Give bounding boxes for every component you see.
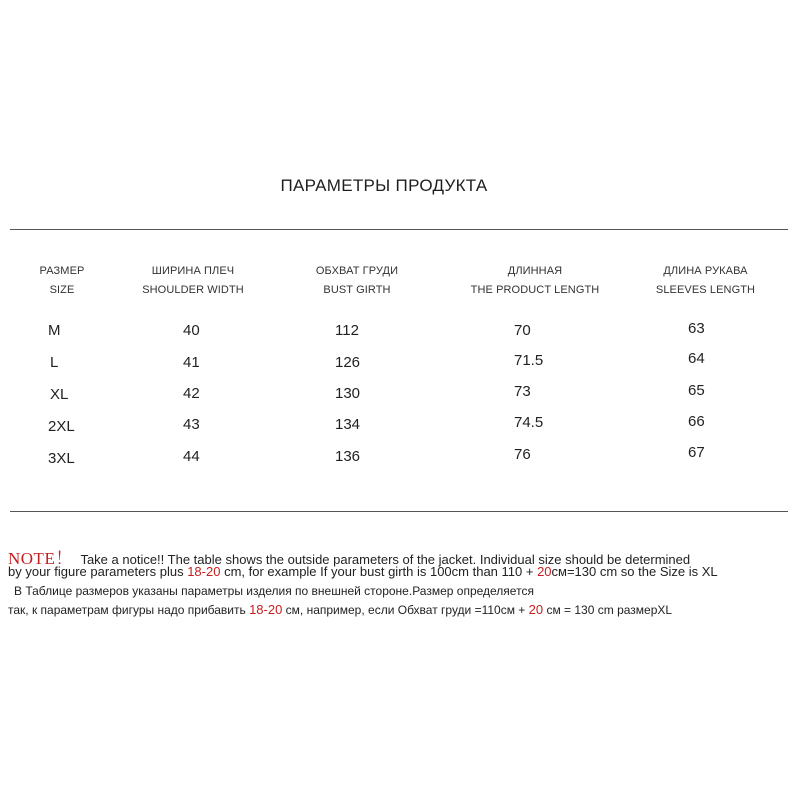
note-text: cm, for example If your bust girth is 100cm than 110 + <box>220 564 538 579</box>
cell-product-length: 73 <box>514 383 531 400</box>
cell-bust-girth: 130 <box>335 385 361 402</box>
cell-product-length: 70 <box>514 322 531 339</box>
header-sleeves-length-ru: ДЛИНА РУКАВА <box>663 265 748 277</box>
header-bust-girth-en: BUST GIRTH <box>323 284 391 296</box>
cell-shoulder-width: 43 <box>183 416 200 433</box>
note-text: так, к параметрам фигуры надо прибавить <box>8 603 250 617</box>
header-product-length-en: THE PRODUCT LENGTH <box>470 284 600 296</box>
note-line-4 <box>8 602 672 617</box>
header-shoulder-width-ru: ШИРИНА ПЛЕЧ <box>151 265 235 277</box>
cell-size: 3XL <box>48 450 75 467</box>
header-product-length-ru: ДЛИННАЯ <box>507 265 563 277</box>
cell-shoulder-width: 42 <box>183 385 200 402</box>
cell-product-length: 74.5 <box>514 414 544 431</box>
note-text: by your figure parameters plus <box>8 564 188 579</box>
note-line-2 <box>8 564 718 579</box>
cell-size: 2XL <box>48 418 75 435</box>
cell-bust-girth: 112 <box>335 322 359 339</box>
note-line-3: В Таблице размеров указаны параметры изделия по внешней стороне.Размер определяется <box>14 584 534 598</box>
cell-product-length: 71.5 <box>514 352 544 369</box>
cell-sleeves-length: 67 <box>688 444 705 461</box>
cell-sleeves-length: 65 <box>688 382 705 399</box>
note-text: см = 130 cm размерXL <box>543 603 673 617</box>
cell-bust-girth: 136 <box>335 448 361 465</box>
cell-shoulder-width: 40 <box>183 322 200 339</box>
cell-size: XL <box>50 386 69 403</box>
page-title: ПАРАМЕТРЫ ПРОДУКТА <box>280 176 488 195</box>
top-divider <box>10 229 788 230</box>
note-highlight: 18-20 <box>249 602 283 617</box>
note-highlight: 20 <box>528 602 544 617</box>
cell-shoulder-width: 44 <box>183 448 200 465</box>
note-label: NOTE！ <box>8 549 73 568</box>
note-highlight: 18-20 <box>187 564 221 579</box>
cell-product-length: 76 <box>514 446 531 463</box>
note-text: cм=130 cm so the Size is XL <box>551 564 718 579</box>
cell-sleeves-length: 63 <box>688 320 705 337</box>
note-highlight: 20 <box>537 564 552 579</box>
header-shoulder-width <box>128 262 258 300</box>
cell-size: M <box>48 322 61 339</box>
cell-sleeves-length: 64 <box>688 350 705 367</box>
cell-size: L <box>50 354 59 371</box>
header-size <box>22 262 102 300</box>
header-shoulder-width-en: SHOULDER WIDTH <box>142 284 244 296</box>
cell-bust-girth: 126 <box>335 354 361 371</box>
cell-sleeves-length: 66 <box>688 413 705 430</box>
header-sleeves-length-en: SLEEVES LENGTH <box>655 284 756 296</box>
bottom-divider <box>10 511 788 512</box>
header-bust-girth-ru: ОБХВАТ ГРУДИ <box>315 265 399 277</box>
header-product-length <box>455 262 615 300</box>
header-size-en: SIZE <box>49 284 75 296</box>
note-text: см, например, если Обхват груди =110см + <box>282 603 529 617</box>
header-bust-girth <box>292 262 422 300</box>
cell-shoulder-width: 41 <box>183 354 200 371</box>
header-sleeves-length <box>638 262 773 300</box>
header-size-ru: РАЗМЕР <box>39 265 85 277</box>
note-text: Take a notice!! The table shows the outside parameters of the jacket. Individual size should be determined <box>80 552 691 567</box>
cell-bust-girth: 134 <box>335 416 361 433</box>
